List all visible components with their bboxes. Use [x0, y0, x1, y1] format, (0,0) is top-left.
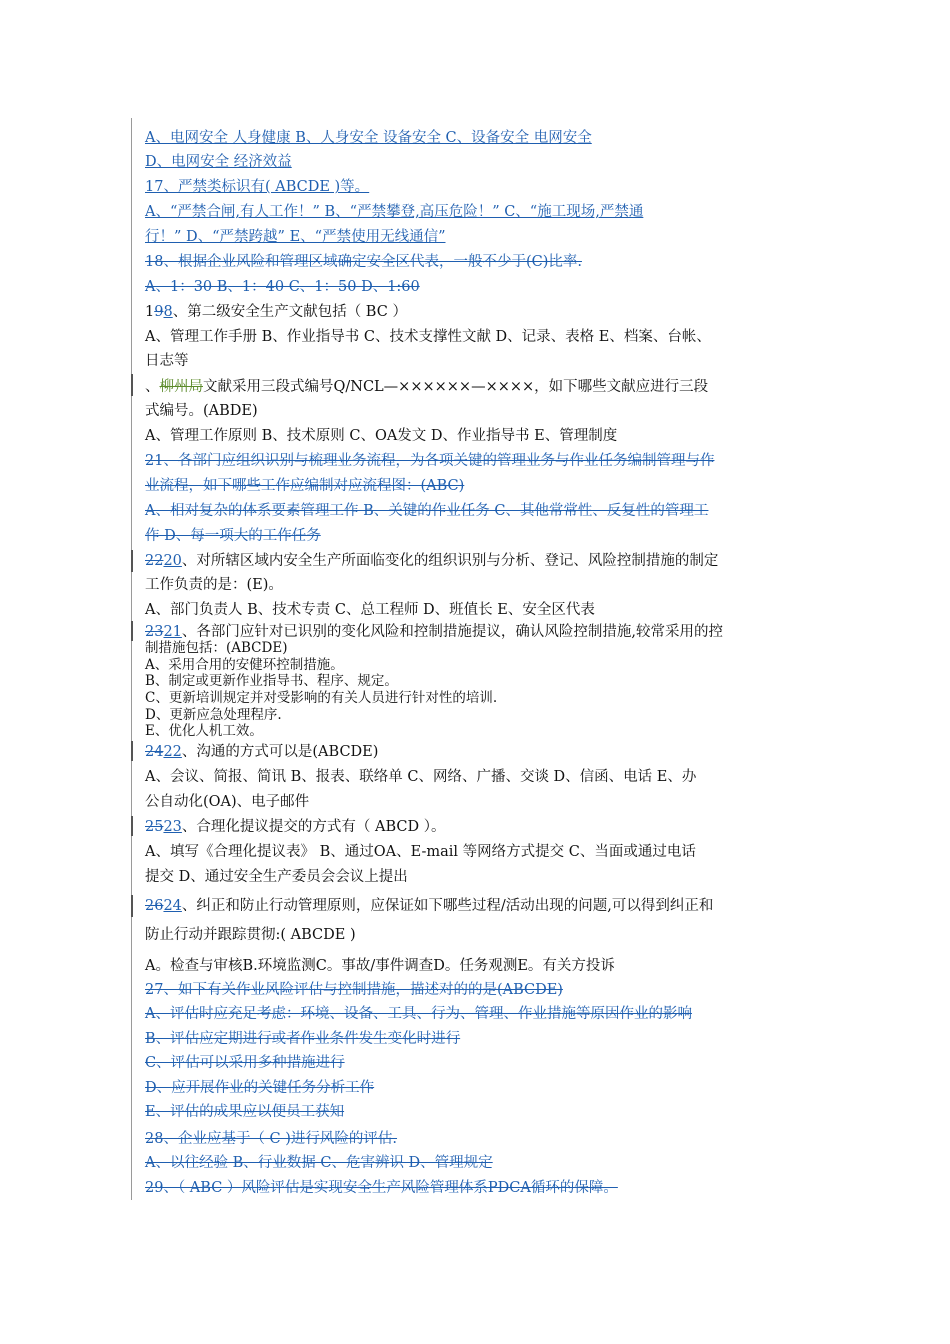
text-line — [145, 427, 617, 445]
text-line — [145, 957, 615, 975]
text-run: 23 — [163, 819, 182, 835]
text-line — [145, 1154, 493, 1172]
text-run: 、 — [145, 379, 160, 395]
text-run: 日志等 — [145, 353, 189, 369]
text-run: A、管理工作手册 B、作业指导书 C、技术支撑性文献 D、记录、表格 E、档案、台帐、 — [145, 329, 711, 345]
text-line — [145, 657, 344, 673]
text-run: 柳州局 — [159, 379, 203, 395]
text-line — [145, 402, 258, 420]
text-line — [145, 328, 711, 346]
text-line — [145, 843, 696, 861]
text-run: E、优化人机工效。 — [145, 723, 263, 739]
text-line — [145, 153, 292, 171]
text-line — [145, 981, 563, 999]
change-mark — [131, 741, 133, 761]
text-line — [145, 818, 446, 836]
text-run: 26 — [145, 898, 164, 914]
text-line — [145, 673, 398, 689]
text-run: 公自动化(OA)、电子邮件 — [145, 794, 310, 810]
text-run: A、填写《合理化提议表》 B、通过OA、E-mail 等网络方式提交 C、当面或通过电话 — [145, 844, 696, 860]
text-run: A、相对复杂的体系要素管理工作 B、关键的作业任务 C、其他常常性、反复性的管理工 — [145, 503, 709, 519]
text-line — [145, 897, 713, 915]
text-run: 17、严禁类标识有( ABCDE )等。 — [145, 179, 370, 195]
text-line — [145, 1005, 692, 1023]
text-run: A、评估时应充足考虑：环境、设备、工具、行为、管理、作业措施等原因作业的影响 — [145, 1006, 692, 1022]
text-run: 防止行动并跟踪贯彻:( ABCDE ) — [145, 927, 356, 943]
text-line — [145, 640, 287, 656]
text-run: 提交 D、通过安全生产委员会会议上提出 — [145, 869, 408, 885]
text-run: 、合理化提议提交的方式有（ ABCD ）。 — [181, 819, 446, 835]
text-run: 1 — [145, 304, 155, 320]
text-line — [145, 253, 582, 271]
text-line — [145, 1030, 460, 1048]
text-line — [145, 203, 643, 221]
text-line — [145, 926, 356, 944]
text-line — [145, 576, 283, 594]
text-run: A、1：30 B、1：40 C、1：50 D、1:60 — [145, 279, 420, 295]
text-run: 制措施包括：(ABCDE) — [145, 640, 288, 656]
text-run: 业流程，如下哪些工作应编制对应流程图：(ABC) — [145, 478, 465, 494]
text-run: 23 — [145, 624, 164, 640]
text-run: 9 — [154, 304, 164, 320]
text-run: 、第二级安全生产文献包括（ BC ） — [172, 304, 407, 320]
text-run: A、以往经验 B、行业数据 C、危害辨识 D、管理规定 — [145, 1155, 493, 1171]
text-run: A、会议、简报、简讯 B、报表、联络单 C、网络、广播、交谈 D、信函、电话 E、办 — [145, 769, 697, 785]
text-run: A、管理工作原则 B、技术原则 C、OA发文 D、作业指导书 E、管理制度 — [145, 428, 618, 444]
text-line — [145, 1079, 374, 1097]
text-run: A、采用合用的安健环控制措施。 — [145, 657, 344, 673]
text-run: D、电网安全 经济效益 — [145, 154, 292, 170]
text-line — [145, 723, 263, 739]
text-line — [145, 690, 497, 706]
text-run: 18、根据企业风险和管理区域确定安全区代表，一般不少于(C)比率. — [145, 254, 582, 270]
text-run: 28、企业应基于（ C )进行风险的评估. — [145, 1131, 398, 1147]
text-run: C、更新培训规定并对受影响的有关人员进行针对性的培训. — [145, 690, 498, 706]
text-line — [145, 768, 696, 786]
change-mark — [131, 550, 133, 572]
text-run: 27、如下有关作业风险评估与控制措施，描述对的的是(ABCDE) — [145, 982, 563, 998]
text-run: 25 — [145, 819, 164, 835]
text-line — [145, 477, 464, 495]
text-line — [145, 1179, 618, 1197]
text-line — [145, 868, 408, 886]
text-line — [145, 452, 714, 470]
text-run: A、“严禁合闸,有人工作！” B、“严禁攀登,高压危险！” C、“施工现场,严禁通 — [145, 204, 644, 220]
text-run: 22 — [163, 744, 182, 760]
revision-bar — [131, 118, 132, 1200]
text-line — [145, 707, 282, 723]
text-run: 21、各部门应组织识别与梳理业务流程，为各项关键的管理业务与作业任务编制管理与作 — [145, 453, 715, 469]
text-line — [145, 278, 420, 296]
text-line — [145, 303, 407, 321]
text-run: 24 — [145, 744, 164, 760]
text-line — [145, 1130, 397, 1148]
text-run: 21 — [163, 624, 182, 640]
text-run: 20 — [163, 553, 182, 569]
text-line — [145, 793, 309, 811]
text-run: E、评估的成果应以便员工获知 — [145, 1104, 345, 1120]
text-run: 29、（ ABC ）风险评估是实现安全生产风险管理体系PDCA循环的保障。 — [145, 1180, 618, 1196]
text-run: 工作负责的是：(E)。 — [145, 577, 283, 593]
text-run: B、评估应定期进行或者作业条件发生变化时进行 — [145, 1031, 461, 1047]
text-run: 22 — [145, 553, 164, 569]
text-run: A、部门负责人 B、技术专责 C、总工程师 D、班值长 E、安全区代表 — [145, 602, 595, 618]
text-run: 、沟通的方式可以是(ABCDE) — [181, 744, 379, 760]
text-line — [145, 601, 595, 619]
text-line — [145, 623, 723, 641]
text-line — [145, 378, 708, 396]
change-mark — [131, 895, 133, 917]
change-mark — [131, 374, 133, 396]
text-line — [145, 129, 592, 147]
text-line — [145, 527, 321, 545]
text-run: 8 — [163, 304, 173, 320]
text-run: 、纠正和防止行动管理原则，应保证如下哪些过程/活动出现的问题,可以得到纠正和 — [181, 898, 714, 914]
text-run: 、对所辖区域内安全生产所面临变化的组织识别与分析、登记、风险控制措施的制定 — [181, 553, 719, 569]
text-line — [145, 228, 446, 246]
text-run: 式编号。(ABDE) — [145, 403, 258, 419]
text-run: D、应开展作业的关键任务分析工作 — [145, 1080, 375, 1096]
text-run: 24 — [163, 898, 182, 914]
text-line — [145, 502, 708, 520]
text-run: D、更新应急处理程序. — [145, 707, 282, 723]
text-run: B、制定或更新作业指导书、程序、规定。 — [145, 673, 398, 689]
text-run: 、各部门应针对已识别的变化风险和控制措施提议，确认风险控制措施,较常采用的控 — [181, 624, 724, 640]
change-mark — [131, 816, 133, 836]
text-line — [145, 178, 369, 196]
text-line — [145, 352, 189, 370]
text-line — [145, 1103, 344, 1121]
text-run: 作 D、每一项大的工作任务 — [145, 528, 321, 544]
text-run: C、评估可以采用多种措施进行 — [145, 1055, 345, 1071]
text-run: 文献采用三段式编号Q/NCL—××××××—××××，如下哪些文献应进行三段 — [203, 379, 709, 395]
text-line — [145, 1054, 345, 1072]
change-mark — [131, 621, 133, 641]
text-line — [145, 743, 378, 761]
text-run: 行！” D、“严禁跨越” E、“严禁使用无线通信” — [145, 229, 446, 245]
text-run: A、电网安全 人身健康 B、人身安全 设备安全 C、设备安全 电网安全 — [145, 130, 592, 146]
text-line — [145, 552, 718, 570]
text-run: A。检查与审核B.环境监测C。事故/事件调查D。任务观测E。有关方投诉 — [145, 958, 615, 974]
